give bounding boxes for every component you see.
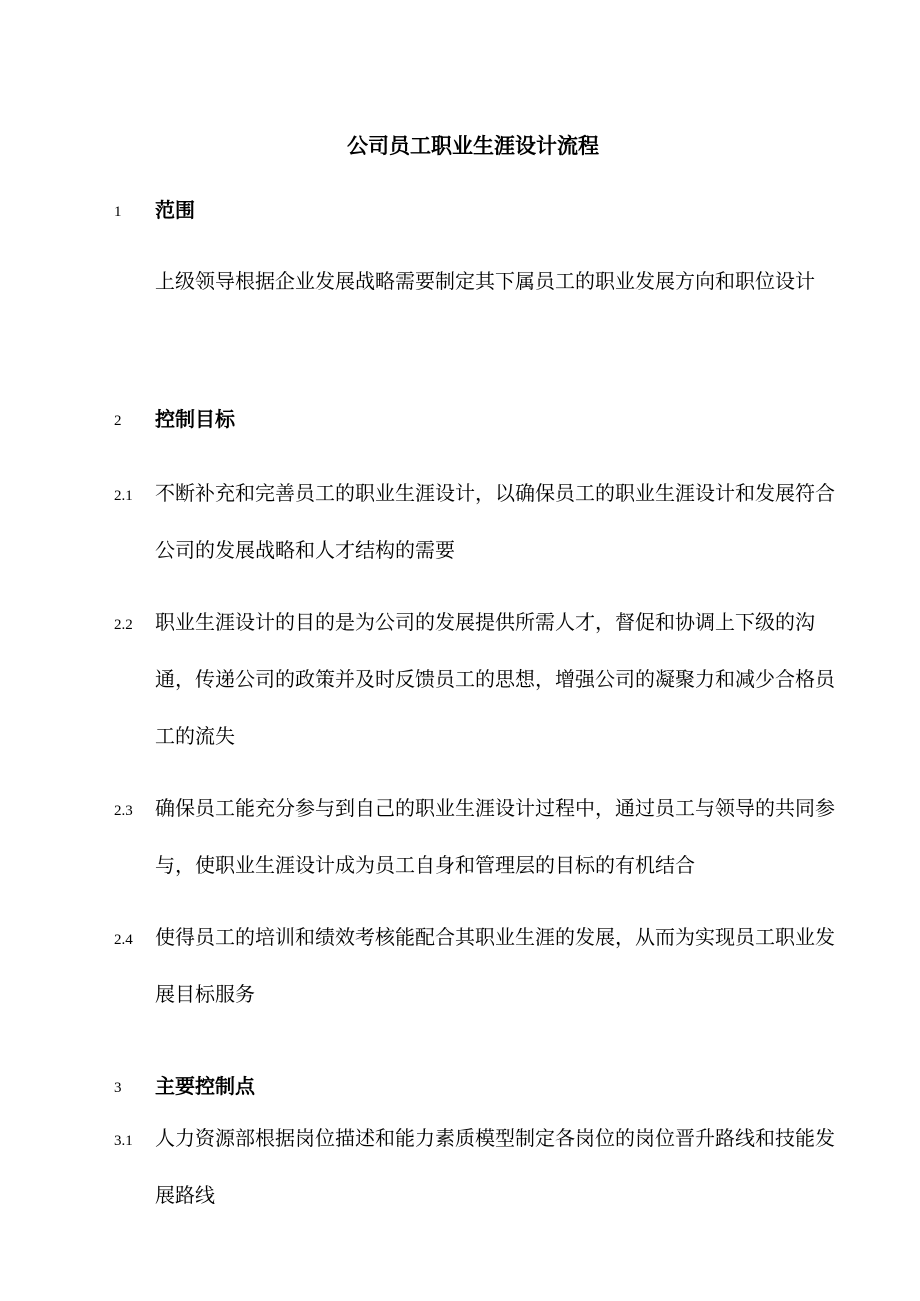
list-item-text: 职业生涯设计的目的是为公司的发展提供所需人才，督促和协调上下级的沟通，传递公司的政策并及时反馈员工的思想，增强公司的凝聚力和减少合格员工的流失 bbox=[155, 610, 835, 748]
list-item-text: 人力资源部根据岗位描述和能力素质模型制定各岗位的岗位晋升路线和技能发展路线 bbox=[155, 1126, 835, 1207]
section-paragraph: 上级领导根据企业发展战略需要制定其下属员工的职业发展方向和职位设计 bbox=[155, 269, 815, 293]
section-heading: 范围 bbox=[155, 198, 195, 222]
item-number: 3.1 bbox=[114, 1133, 133, 1149]
section-number: 2 bbox=[114, 413, 122, 429]
list-item-text: 不断补充和完善员工的职业生涯设计，以确保员工的职业生涯设计和发展符合公司的发展战略和人才结构的需要 bbox=[155, 481, 835, 562]
item-number: 2.4 bbox=[114, 932, 133, 948]
list-item-text: 确保员工能充分参与到自己的职业生涯设计过程中，通过员工与领导的共同参与，使职业生涯设计成为员工自身和管理层的目标的有机结合 bbox=[155, 796, 835, 877]
list-item-text: 使得员工的培训和绩效考核能配合其职业生涯的发展，从而为实现员工职业发展目标服务 bbox=[155, 925, 835, 1006]
section-heading: 主要控制点 bbox=[155, 1074, 255, 1098]
item-number: 2.3 bbox=[114, 803, 133, 819]
document-title: 公司员工职业生涯设计流程 bbox=[347, 134, 599, 158]
item-number: 2.2 bbox=[114, 617, 133, 633]
section-heading: 控制目标 bbox=[155, 407, 235, 431]
section-number: 3 bbox=[114, 1080, 122, 1096]
item-number: 2.1 bbox=[114, 488, 133, 504]
section-number: 1 bbox=[114, 204, 122, 220]
